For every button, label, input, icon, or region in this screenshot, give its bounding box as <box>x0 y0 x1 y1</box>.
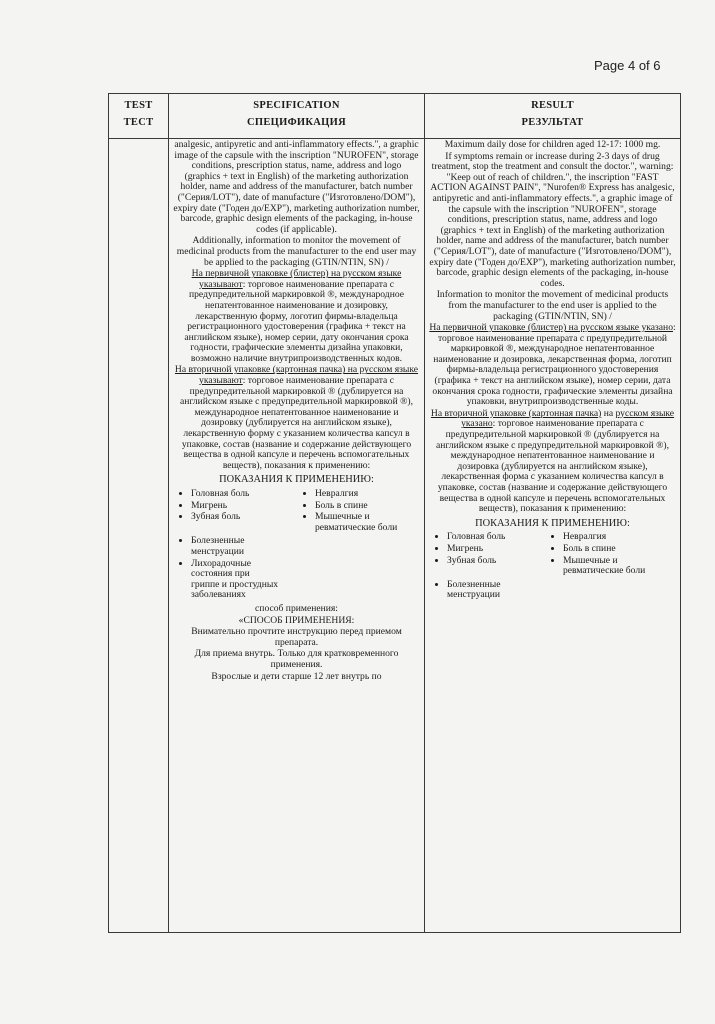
table-header-row <box>109 94 681 139</box>
result-text: : торговое наименование препарата с предупредительной маркировкой ® (дублируется на английском языке с предупредительной маркировкой ®), международное непатентованное наименование и дозировка (дублируется на английском языке), лекарственная форма с указанием количества капсул в упаковке, состав (название и содержание действующего вещества в одной капсуле и перечень вспомогательных веществ), показания к применению: <box>435 418 670 515</box>
result-indications-title: ПОКАЗАНИЯ К ПРИМЕНЕНИЮ: <box>475 517 630 529</box>
result-underlined-text: На вторичной упаковке (картонная пачка) <box>430 407 602 419</box>
result-text: : торговое наименование препарата с предупредительной маркировкой ®, международное непатентованное наименование и дозировка, лекарственная форма, логотип фирмы-владельца регистрационного удостоверения (графика + текст на английском языке), номер серии, дата окончания срока годности, графические элементы дизайна упаковки, внутрипроизводственные коды. <box>432 322 676 408</box>
result-indications-list <box>435 532 676 577</box>
specification-cell <box>169 139 425 933</box>
spec-paragraph: способ применения: <box>255 602 338 614</box>
spec-text: : торговое наименование препарата с предупредительной маркировкой ® (дублируется на английском языке с предупредительной маркировкой ®), международное непатентованное наименование и дозировку (дублируется на английском языке), лекарственную форму с указанием количества капсул в упаковке, состав (название и содержание действующего вещества в одной капсуле и перечень вспомогательных веществ), показания к применению: <box>179 375 414 471</box>
list-item: • Зубная боль <box>191 512 303 523</box>
list-item: • Невралгия <box>563 532 663 543</box>
header-result-ru: РЕЗУЛЬТАТ <box>521 117 584 128</box>
spec-text: : торговое наименование препарата с предупредительной маркировкой ®, международное непатентованное наименование и дозировку, лекарственную форму, логотип фирмы-владельца регистрационного удостоверения (графика + текст на английском языке), номер серии, дату окончания срока годности, графические элементы дизайна упаковки, возможно наличие внутрипроизводственных кодов. <box>184 278 409 364</box>
spec-underlined-text: На вторичной упаковке (картонная пачка) на русском языке указывают <box>174 364 419 387</box>
header-spec-en: SPECIFICATION <box>253 100 340 111</box>
list-item: • Мышечные и ревматические боли <box>563 556 663 577</box>
result-paragraph: Information to monitor the movement of medicinal products from the manufacturer to the end user is applied to the packaging (GTIN/NTIN, SN) / <box>436 289 669 322</box>
page-number: Page 4 of 6 <box>594 58 661 73</box>
header-specification <box>169 94 425 139</box>
result-underlined-text: русском языке указано <box>461 407 675 430</box>
list-item: • Мышечные и ревматические боли <box>315 512 415 533</box>
spec-paragraph <box>173 269 420 364</box>
list-item: • Мигрень <box>447 544 551 555</box>
spec-paragraph: «СПОСОБ ПРИМЕНЕНИЯ: <box>238 614 355 626</box>
list-item: • Мигрень <box>191 501 303 512</box>
result-paragraph <box>429 323 676 408</box>
spec-indications-list <box>179 489 420 534</box>
spec-indications-title: ПОКАЗАНИЯ К ПРИМЕНЕНИЮ: <box>219 474 374 486</box>
list-item: • Головная боль <box>447 532 551 543</box>
spec-indications-list-more <box>179 536 420 602</box>
header-test-en: TEST <box>124 100 153 111</box>
result-paragraph <box>429 409 676 515</box>
list-item: • Болезненные менструации <box>191 536 279 557</box>
list-item: • Боль в спине <box>315 501 415 512</box>
header-spec-ru: СПЕЦИФИКАЦИЯ <box>247 117 346 128</box>
list-item: • Невралгия <box>315 489 415 500</box>
test-cell <box>109 139 169 933</box>
spec-paragraph: Взрослые и дети старше 12 лет внутрь по <box>211 670 382 682</box>
spec-paragraph: Внимательно прочтите инструкцию перед приемом препарата. <box>191 626 402 648</box>
header-test-ru: ТЕСТ <box>123 117 154 128</box>
result-paragraph: If symptoms remain or increase during 2-3 days of drug treatment, stop the treatment and consult the doctor.", warning: "Keep out of reach of children.", the inscription "FAST ACTION AGAINST PAIN", "Nurofen® Express has analgesic, antipyretic and anti-inflammatory effects.", a graphic image of the capsule with the inscription "NUROFEN", storage conditions, prescription status, name, address and logo (graphics + text in English) of the marketing authorization holder, name and address of the manufacturer, batch number ("Серия/LOT"), date of manufacture ("Изготовлено/DOM"), expiry date ("Годен до/EXP"), marketing authorization number, barcode, graphic design elements of the packaging, in-house codes. <box>429 150 676 289</box>
list-item: • Боль в спине <box>563 544 663 555</box>
result-indications-list-more <box>435 580 676 602</box>
header-result <box>425 94 681 139</box>
result-cell <box>425 139 681 933</box>
spec-paragraph: analgesic, antipyretic and anti-inflammatory effects.", a graphic image of the capsule with the inscription "NUROFEN", storage conditions, prescription status, name, address and logo (graphics + text in English) of the marketing authorization holder, name and address of the manufacturer, batch number ("Серия/LOT"), date of manufacture ("Изготовлено/DOM"), expiry date ("Годен до/EXP"), marketing authorization number, barcode, graphic design elements of the packaging, in-house codes (if applicable). <box>173 139 420 235</box>
spec-paragraph <box>173 365 420 471</box>
spec-paragraph: Additionally, information to monitor the movement of medicinal products from the manufacturer to the end user may be applied to the packaging (GTIN/NTIN, SN) / <box>176 235 417 268</box>
list-item: • Болезненные менструации <box>447 580 535 601</box>
header-test <box>109 94 169 139</box>
list-item: • Зубная боль <box>447 556 551 567</box>
list-item: • Лихорадочные состояния при гриппе и простудных заболеваниях <box>191 559 279 601</box>
spec-paragraph: Для приема внутрь. Только для кратковременного применения. <box>194 648 399 670</box>
test-results-table <box>108 93 681 933</box>
spec-underlined-text: На первичной упаковке (блистер) на русском языке указывают <box>191 268 402 290</box>
result-underlined-text: На первичной упаковке (блистер) на русском языке указано <box>429 322 673 334</box>
list-item: • Головная боль <box>191 489 303 500</box>
header-result-en: RESULT <box>531 100 574 111</box>
result-paragraph: Maximum daily dose for children aged 12-17: 1000 mg. <box>444 139 661 150</box>
result-text: на <box>601 407 616 419</box>
table-row <box>109 139 681 933</box>
